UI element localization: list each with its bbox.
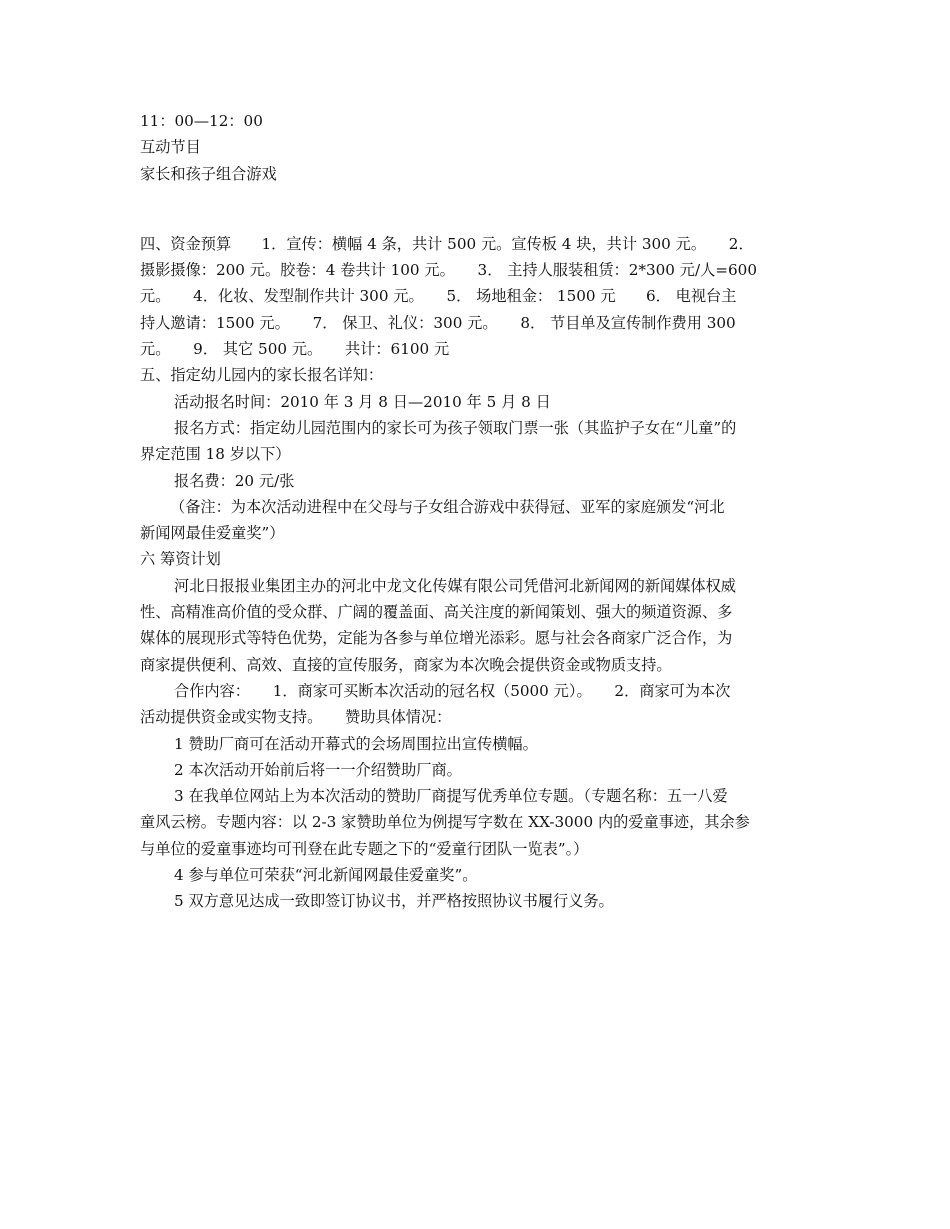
program-title: 互动节目 — [140, 138, 201, 157]
funding-para-4: 商家提供便利、高效、直接的宣传服务，商家为本次晚会提供资金或物质支持。 — [140, 655, 672, 674]
sponsor-item-5: 5 双方意见达成一致即签订协议书，并严格按照协议书履行义务。 — [174, 892, 614, 911]
cooperation-line-1: 合作内容： 1．商家可买断本次活动的冠名权（5000 元）。 2．商家可为本次 — [174, 681, 731, 700]
sponsor-item-2: 2 本次活动开始前后将一一介绍赞助厂商。 — [174, 760, 462, 779]
funding-para-3: 媒体的展现形式等特色优势，定能为各参与单位增光添彩。愿与社会各商家广泛合作，为 — [140, 629, 733, 648]
budget-line-5: 元。 9． 其它 500 元。 共计：6100 元 — [140, 340, 450, 359]
program-desc: 家长和孩子组合游戏 — [140, 164, 277, 183]
spacer — [140, 187, 810, 231]
sponsor-item-1: 1 赞助厂商可在活动开幕式的会场周围拉出宣传横幅。 — [174, 734, 538, 753]
registration-time: 活动报名时间：2010 年 3 月 8 日—2010 年 5 月 8 日 — [174, 392, 551, 411]
budget-line-2: 摄影摄像：200 元。胶卷：4 卷共计 100 元。 3． 主持人服装租赁：2*300 元/人=600 — [140, 261, 757, 280]
registration-method-1: 报名方式：指定幼儿园范围内的家长可为孩子领取门票一张（其监护子女在“儿童”的 — [174, 418, 737, 437]
budget-line-1: 四、资金预算 1．宣传：横幅 4 条，共计 500 元。宣传板 4 块，共计 300 元。 2． — [140, 234, 754, 253]
funding-para-1: 河北日报报业集团主办的河北中龙文化传媒有限公司凭借河北新闻网的新闻媒体权威 — [174, 576, 736, 595]
section-five-heading: 五、指定幼儿园内的家长报名详知： — [140, 366, 383, 385]
remark-line-1: （备注：为本次活动进程中在父母与子女组合游戏中获得冠、亚军的家庭颁发“河北 — [170, 497, 725, 516]
funding-para-2: 性、高精准高价值的受众群、广阔的覆盖面、高关注度的新闻策划、强大的频道资源、多 — [140, 603, 733, 622]
sponsor-item-3a: 3 在我单位网站上为本次活动的赞助厂商提写优秀单位专题。（专题名称：五一八爱 — [174, 787, 728, 806]
section-six-heading: 六 筹资计划 — [140, 550, 221, 569]
sponsor-item-3c: 与单位的爱童事迹均可刊登在此专题之下的“爱童行团队一览表”。） — [140, 839, 589, 858]
schedule-time: 11：00—12：00 — [140, 112, 263, 130]
registration-fee: 报名费：20 元/张 — [174, 471, 295, 490]
sponsor-item-3b: 童风云榜。专题内容：以 2-3 家赞助单位为例提写字数在 XX-3000 内的爱童事迹，其余参 — [140, 813, 750, 832]
budget-line-4: 持人邀请：1500 元。 7． 保卫、礼仪：300 元。 8． 节目单及宣传制作费用 300 — [140, 313, 736, 332]
cooperation-line-2: 活动提供资金或实物支持。 赞助具体情况： — [140, 708, 452, 727]
document-page — [140, 108, 810, 915]
sponsor-item-4: 4 参与单位可荣获“河北新闻网最佳爱童奖”。 — [174, 866, 478, 885]
budget-line-3: 元。 4．化妆、发型制作共计 300 元。 5． 场地租金： 1500 元 6． 电视台主 — [140, 287, 737, 306]
remark-line-2: 新闻网最佳爱童奖”） — [140, 524, 285, 543]
registration-method-2: 界定范围 18 岁以下） — [140, 445, 291, 464]
